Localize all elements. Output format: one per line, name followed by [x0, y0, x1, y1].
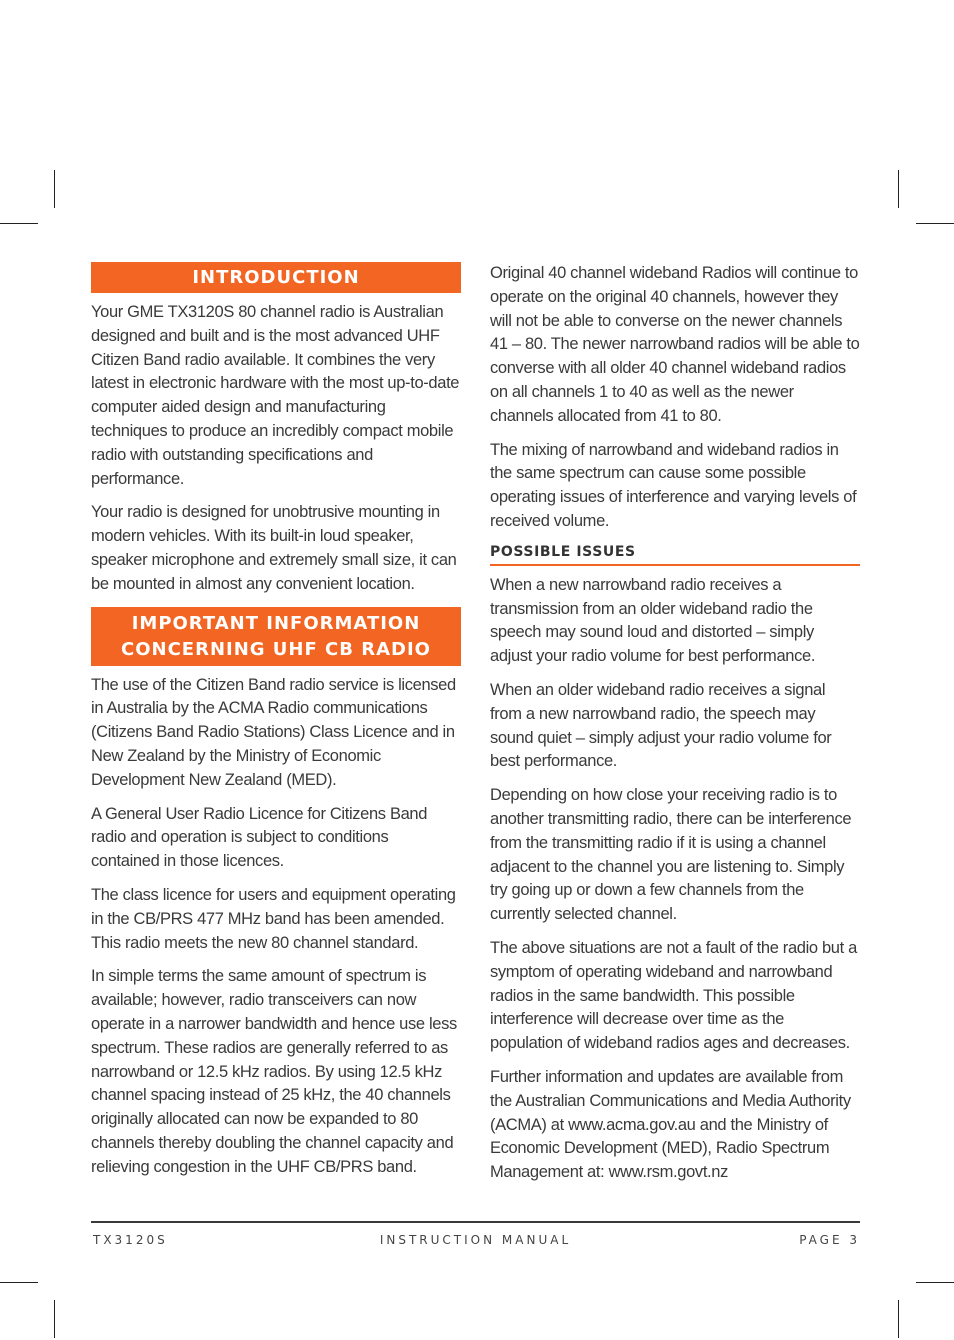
issues-paragraph-1: When a new narrowband radio receives a transmission from an older wideband radio the speech may sound loud and distorted – simply adjust your radio volume for best performance. [490, 575, 816, 666]
intro-paragraph-1: Your GME TX3120S 80 channel radio is Australian designed and built and is the most advanced UHF Citizen Band radio available. It combines the very latest in electronic hardware with the most up-to-date computer aided design and manufacturing techniques to produce an incredibly compact mobile radio with outstanding specifications and performance. [91, 303, 460, 488]
crop-mark-top-right-horizontal [916, 223, 954, 224]
important-heading-line-1: IMPORTANT INFORMATION [131, 612, 421, 634]
right-paragraph-1: Original 40 channel wideband Radios will continue to operate on the original 40 channels, however they will not be able to converse on the newer channels 41 – 80. The newer narrowband radios will be able to converse with all older 40 channel wideband radios on all channels 1 to 40 as well as the newer channels allocated from 41 to 80. [490, 264, 860, 425]
introduction-heading: INTRODUCTION [91, 262, 461, 293]
issues-paragraph-2: When an older wideband radio receives a signal from a new narrowband radio, the speech may sound quiet – simply adjust your radio volume for best performance. [490, 680, 832, 771]
crop-mark-bottom-left-horizontal [0, 1282, 38, 1283]
issues-paragraph-3: Depending on how close your receiving radio is to another transmitting radio, there can be interference from the transmitting radio if it is using a channel adjacent to the channel you are listening to. Simply try going up or down a few channels from the currently selected channel. [490, 786, 852, 924]
intro-paragraph-2: Your radio is designed for unobtrusive mounting in modern vehicles. With its built-in loud speaker, speaker microphone and extremely small size, it can be mounted in almost any convenient location. [91, 503, 457, 593]
left-column [91, 262, 461, 1190]
crop-mark-top-right-vertical [898, 170, 899, 208]
important-information-heading [91, 607, 461, 666]
right-paragraph-2: The mixing of narrowband and wideband radios in the same spectrum can cause some possible operating issues of interference and varying levels of received volume. [490, 440, 857, 530]
important-paragraph-1: The use of the Citizen Band radio service is licensed in Australia by the ACMA Radio communications (Citizens Band Radio Stations) Class Licence and in New Zealand by the Ministry of Economic Development New Zealand (MED). [91, 675, 456, 789]
crop-mark-bottom-left-vertical [54, 1300, 55, 1338]
footer-model: TX3120S [93, 1233, 168, 1247]
footer-page-number: PAGE 3 [799, 1233, 860, 1247]
important-paragraph-4: In simple terms the same amount of spectrum is available; however, radio transceivers can now operate in a narrower bandwidth and hence use less spectrum. These radios are generally referred to as narrowband or 12.5 kHz radios. By using 12.5 kHz channel spacing instead of 25 kHz, the 40 channels originally allocated can now be expanded to 80 channels thereby doubling the channel capacity and relieving congestion in the UHF CB/PRS band. [91, 967, 457, 1176]
crop-mark-bottom-right-vertical [898, 1300, 899, 1338]
right-column [490, 262, 860, 1195]
important-paragraph-2: A General User Radio Licence for Citizens Band radio and operation is subject to conditions contained in those licences. [91, 804, 428, 871]
important-paragraph-3: The class licence for users and equipment operating in the CB/PRS 477 MHz band has been amended. This radio meets the new 80 channel standard. [91, 885, 456, 952]
footer-rule [91, 1221, 860, 1223]
important-heading-line-2: CONCERNING UHF CB RADIO [121, 638, 431, 660]
issues-paragraph-5: Further information and updates are available from the Australian Communications and Media Authority (ACMA) at www.acma.gov.au and the Ministry of Economic Development (MED), Radio Spectrum Management at: www.rsm.govt.nz [490, 1067, 851, 1182]
possible-issues-heading: POSSIBLE ISSUES [490, 544, 860, 566]
crop-mark-top-left-horizontal [0, 223, 38, 224]
crop-mark-bottom-right-horizontal [916, 1282, 954, 1283]
crop-mark-top-left-vertical [54, 170, 55, 208]
issues-paragraph-4: The above situations are not a fault of the radio but a symptom of operating wideband and narrowband radios in the same bandwidth. This possible interference will decrease over time as the population of wideband radios ages and decreases. [490, 938, 857, 1053]
footer-manual-title: INSTRUCTION MANUAL [379, 1233, 572, 1247]
